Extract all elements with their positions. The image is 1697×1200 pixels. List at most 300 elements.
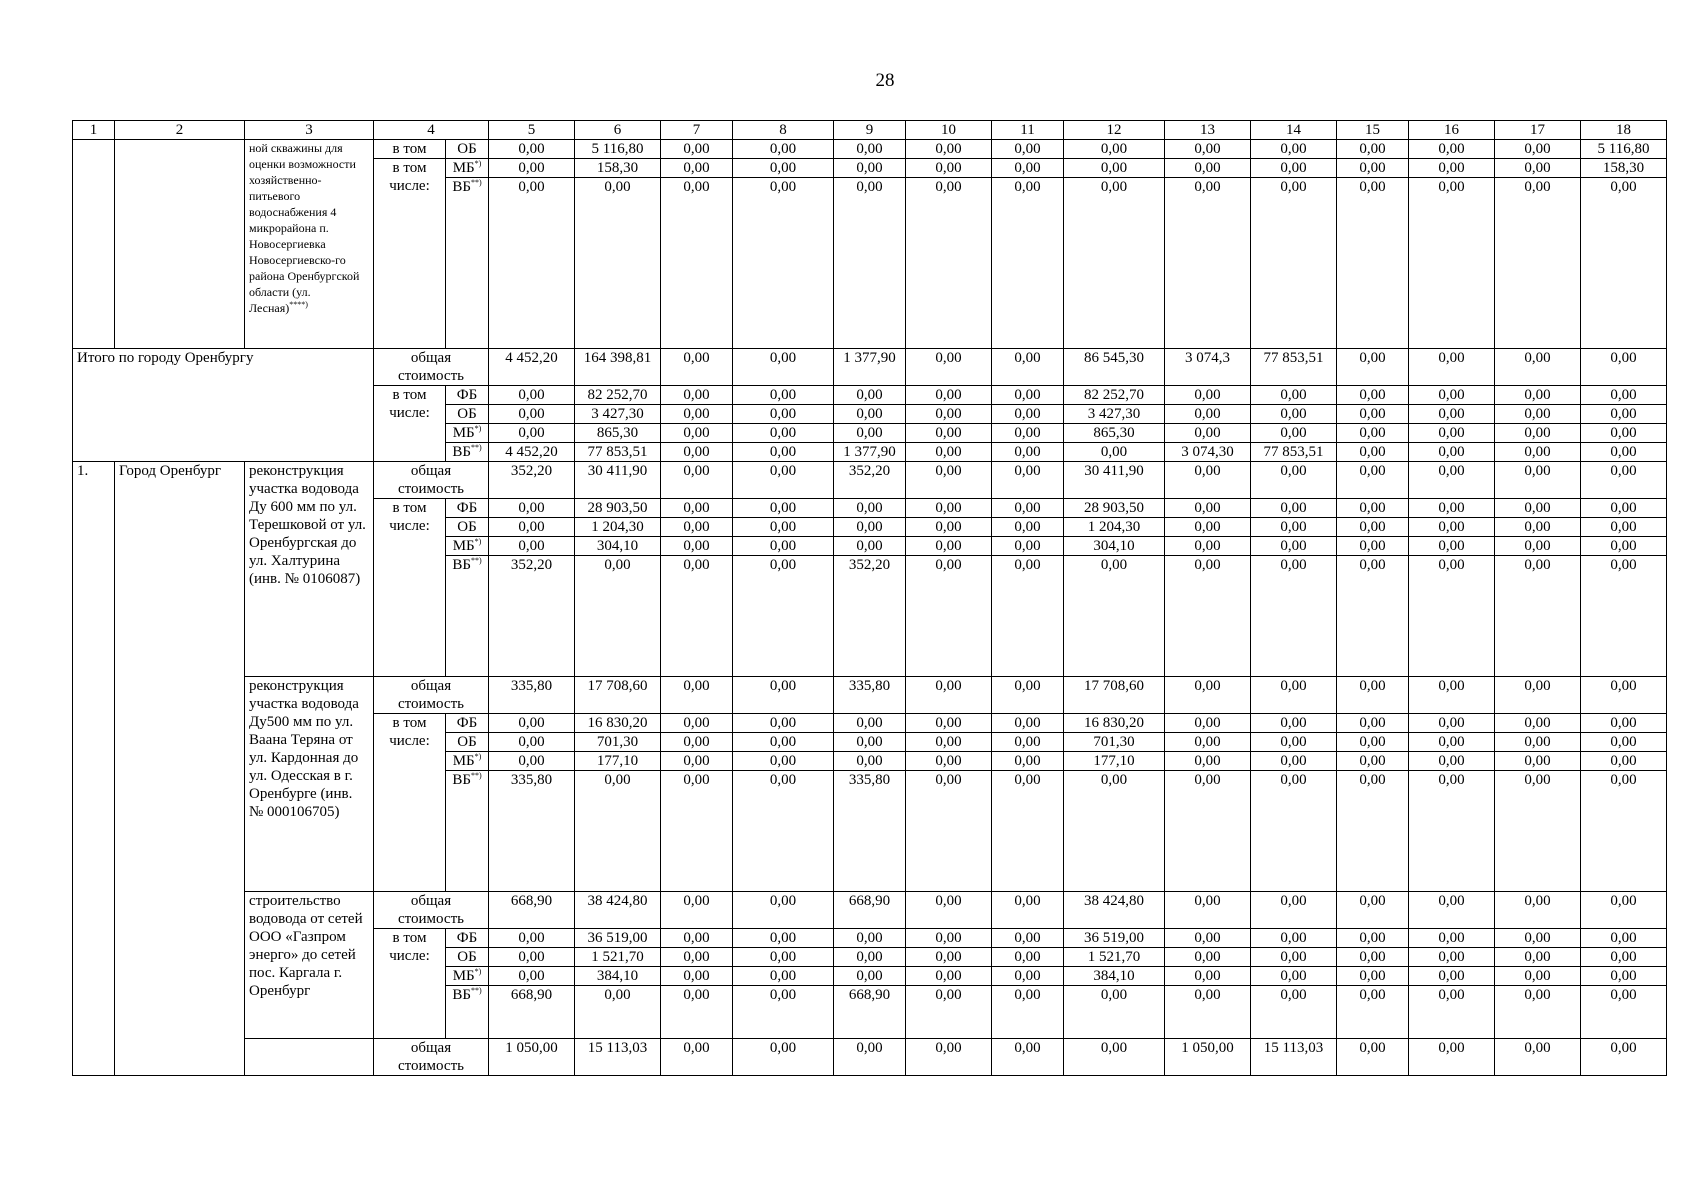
column-header-9: 9: [834, 121, 906, 140]
item-description: строительство водовода от сетей ООО «Газпром энерго» до сетей пос. Каргала г. Оренбург: [245, 892, 374, 1039]
value-cell-col-5: 335,80: [489, 677, 575, 714]
value-cell-col-16: 0,00: [1409, 349, 1495, 386]
column-header-row: [73, 121, 1667, 140]
value-cell-col-13: 0,00: [1165, 752, 1251, 771]
column-header-4: 4: [374, 121, 489, 140]
value-cell-col-10: 0,00: [906, 967, 992, 986]
value-cell-col-11: 0,00: [992, 771, 1064, 892]
value-cell-col-12: 28 903,50: [1064, 499, 1165, 518]
value-cell-col-9: 0,00: [834, 140, 906, 159]
value-cell-col-14: 0,00: [1251, 518, 1337, 537]
value-cell-col-8: 0,00: [733, 537, 834, 556]
value-cell-col-13: 0,00: [1165, 986, 1251, 1039]
value-cell-col-14: 77 853,51: [1251, 443, 1337, 462]
value-cell-col-6: 384,10: [575, 967, 661, 986]
value-cell-col-12: 3 427,30: [1064, 405, 1165, 424]
value-cell-col-14: 0,00: [1251, 405, 1337, 424]
value-cell-col-12: 0,00: [1064, 443, 1165, 462]
value-cell-col-14: 0,00: [1251, 752, 1337, 771]
value-cell-col-11: 0,00: [992, 140, 1064, 159]
value-cell-col-17: 0,00: [1495, 967, 1581, 986]
value-cell-col-12: 1 204,30: [1064, 518, 1165, 537]
value-cell-col-18: 0,00: [1581, 424, 1667, 443]
value-cell-col-12: 36 519,00: [1064, 929, 1165, 948]
value-cell-col-6: 77 853,51: [575, 443, 661, 462]
value-cell-col-18: 0,00: [1581, 948, 1667, 967]
value-cell-col-8: 0,00: [733, 986, 834, 1039]
value-cell-col-11: 0,00: [992, 537, 1064, 556]
total-cost-label: общая стоимость: [374, 892, 489, 929]
value-cell-col-17: 0,00: [1495, 349, 1581, 386]
value-cell-col-16: 0,00: [1409, 462, 1495, 499]
value-cell-col-6: 36 519,00: [575, 929, 661, 948]
value-cell-col-9: 0,00: [834, 537, 906, 556]
value-cell-col-9: 668,90: [834, 892, 906, 929]
value-cell-col-18: 0,00: [1581, 386, 1667, 405]
value-cell-col-10: 0,00: [906, 349, 992, 386]
section-number: 1.: [73, 462, 115, 1076]
value-cell-col-10: 0,00: [906, 752, 992, 771]
value-cell-col-7: 0,00: [661, 556, 733, 677]
value-cell-col-12: 0,00: [1064, 140, 1165, 159]
item-description: реконструкция участка водовода Ду 600 мм по ул. Терешковой от ул. Оренбургская до ул. Халтурина (инв. № 0106087): [245, 462, 374, 677]
value-cell-col-10: 0,00: [906, 714, 992, 733]
value-cell-col-7: 0,00: [661, 405, 733, 424]
value-cell-col-14: 0,00: [1251, 929, 1337, 948]
value-cell-col-8: 0,00: [733, 948, 834, 967]
value-cell-col-14: 0,00: [1251, 677, 1337, 714]
value-cell-col-5: 1 050,00: [489, 1039, 575, 1076]
value-cell-col-15: 0,00: [1337, 424, 1409, 443]
value-cell-col-12: 38 424,80: [1064, 892, 1165, 929]
value-cell-col-7: 0,00: [661, 140, 733, 159]
value-cell-col-10: 0,00: [906, 948, 992, 967]
value-cell-col-15: 0,00: [1337, 386, 1409, 405]
value-cell-col-8: 0,00: [733, 771, 834, 892]
value-cell-col-10: 0,00: [906, 556, 992, 677]
category-cell: ВБ**): [446, 443, 489, 462]
value-cell-col-13: 0,00: [1165, 424, 1251, 443]
value-cell-col-17: 0,00: [1495, 892, 1581, 929]
value-cell-col-16: 0,00: [1409, 986, 1495, 1039]
value-cell-col-8: 0,00: [733, 733, 834, 752]
value-cell-col-12: 1 521,70: [1064, 948, 1165, 967]
value-cell-col-9: 0,00: [834, 929, 906, 948]
value-cell-col-5: 4 452,20: [489, 443, 575, 462]
item-description: ной скважины для оценки возможности хозяйственно-питьевого водоснабжения 4 микрорайона п. Новосергиевка Новосергиевско-го района Оренбургской области (ул. Лесная)****): [245, 140, 374, 349]
value-cell-col-6: 0,00: [575, 556, 661, 677]
category-cell: ОБ: [446, 733, 489, 752]
value-cell-col-8: 0,00: [733, 929, 834, 948]
value-cell-col-14: 0,00: [1251, 714, 1337, 733]
value-cell-col-7: 0,00: [661, 386, 733, 405]
value-cell-col-8: 0,00: [733, 1039, 834, 1076]
value-cell-col-10: 0,00: [906, 537, 992, 556]
value-cell-col-16: 0,00: [1409, 752, 1495, 771]
value-cell-col-12: 16 830,20: [1064, 714, 1165, 733]
value-cell-col-13: 3 074,3: [1165, 349, 1251, 386]
value-cell-col-9: 352,20: [834, 462, 906, 499]
value-cell-col-16: 0,00: [1409, 386, 1495, 405]
value-cell-col-6: 16 830,20: [575, 714, 661, 733]
section-city: Город Оренбург: [115, 462, 245, 1076]
value-cell-col-17: 0,00: [1495, 405, 1581, 424]
value-cell-col-13: 0,00: [1165, 714, 1251, 733]
value-cell-col-10: 0,00: [906, 929, 992, 948]
value-cell-col-16: 0,00: [1409, 405, 1495, 424]
value-cell-col-14: 0,00: [1251, 386, 1337, 405]
value-cell-col-18: 5 116,80: [1581, 140, 1667, 159]
value-cell-col-15: 0,00: [1337, 1039, 1409, 1076]
value-cell-col-7: 0,00: [661, 443, 733, 462]
value-cell-col-16: 0,00: [1409, 518, 1495, 537]
value-cell-col-13: 0,00: [1165, 178, 1251, 349]
item-total-row: [73, 892, 1667, 929]
value-cell-col-7: 0,00: [661, 424, 733, 443]
value-cell-col-10: 0,00: [906, 733, 992, 752]
value-cell-col-11: 0,00: [992, 556, 1064, 677]
category-cell: МБ*): [446, 537, 489, 556]
value-cell-col-5: 0,00: [489, 948, 575, 967]
value-cell-col-10: 0,00: [906, 178, 992, 349]
value-cell-col-8: 0,00: [733, 967, 834, 986]
value-cell-col-10: 0,00: [906, 499, 992, 518]
value-cell-col-9: 1 377,90: [834, 443, 906, 462]
value-cell-col-13: 0,00: [1165, 771, 1251, 892]
value-cell-col-14: 0,00: [1251, 159, 1337, 178]
value-cell-col-17: 0,00: [1495, 140, 1581, 159]
value-cell-col-12: 384,10: [1064, 967, 1165, 986]
value-cell-col-10: 0,00: [906, 986, 992, 1039]
category-cell: МБ*): [446, 967, 489, 986]
value-cell-col-5: 668,90: [489, 892, 575, 929]
value-cell-col-12: 304,10: [1064, 537, 1165, 556]
value-cell-col-17: 0,00: [1495, 178, 1581, 349]
value-cell-col-17: 0,00: [1495, 537, 1581, 556]
value-cell-col-9: 335,80: [834, 677, 906, 714]
value-cell-col-10: 0,00: [906, 518, 992, 537]
value-cell-col-15: 0,00: [1337, 967, 1409, 986]
value-cell-col-18: 0,00: [1581, 892, 1667, 929]
value-cell-col-15: 0,00: [1337, 499, 1409, 518]
column-header-6: 6: [575, 121, 661, 140]
value-cell-col-13: 0,00: [1165, 948, 1251, 967]
category-cell: ОБ: [446, 405, 489, 424]
value-cell-col-7: 0,00: [661, 518, 733, 537]
value-cell-col-11: 0,00: [992, 733, 1064, 752]
value-cell-col-8: 0,00: [733, 677, 834, 714]
value-cell-col-15: 0,00: [1337, 892, 1409, 929]
value-cell-col-17: 0,00: [1495, 771, 1581, 892]
including-label: в том числе:: [374, 714, 446, 892]
value-cell-col-6: 17 708,60: [575, 677, 661, 714]
value-cell-col-13: 3 074,30: [1165, 443, 1251, 462]
value-cell-col-17: 0,00: [1495, 677, 1581, 714]
value-cell-col-18: 0,00: [1581, 714, 1667, 733]
value-cell-col-17: 0,00: [1495, 948, 1581, 967]
city-cell: [115, 140, 245, 349]
value-cell-col-7: 0,00: [661, 714, 733, 733]
value-cell-col-10: 0,00: [906, 386, 992, 405]
total-cost-label: общая стоимость: [374, 462, 489, 499]
value-cell-col-12: 865,30: [1064, 424, 1165, 443]
number-cell: [73, 140, 115, 349]
value-cell-col-12: 0,00: [1064, 771, 1165, 892]
value-cell-col-17: 0,00: [1495, 462, 1581, 499]
total-row: [73, 349, 1667, 386]
table-row: [73, 140, 1667, 159]
value-cell-col-9: 668,90: [834, 986, 906, 1039]
item-description: реконструкция участка водовода Ду500 мм по ул. Ваана Теряна от ул. Кардонная до ул. Одесская в г. Оренбурге (инв. № 000106705): [245, 677, 374, 892]
value-cell-col-18: 0,00: [1581, 443, 1667, 462]
value-cell-col-9: 0,00: [834, 948, 906, 967]
value-cell-col-5: 0,00: [489, 386, 575, 405]
including-label: в том числе:: [374, 929, 446, 1039]
value-cell-col-14: 0,00: [1251, 537, 1337, 556]
category-cell: МБ*): [446, 424, 489, 443]
category-cell: МБ*): [446, 159, 489, 178]
value-cell-col-9: 0,00: [834, 499, 906, 518]
value-cell-col-11: 0,00: [992, 159, 1064, 178]
value-cell-col-17: 0,00: [1495, 499, 1581, 518]
value-cell-col-8: 0,00: [733, 178, 834, 349]
value-cell-col-12: 86 545,30: [1064, 349, 1165, 386]
value-cell-col-13: 0,00: [1165, 518, 1251, 537]
value-cell-col-11: 0,00: [992, 677, 1064, 714]
value-cell-col-9: 0,00: [834, 178, 906, 349]
value-cell-col-6: 1 521,70: [575, 948, 661, 967]
value-cell-col-5: 352,20: [489, 556, 575, 677]
column-header-2: 2: [115, 121, 245, 140]
value-cell-col-8: 0,00: [733, 556, 834, 677]
value-cell-col-7: 0,00: [661, 771, 733, 892]
value-cell-col-18: 0,00: [1581, 677, 1667, 714]
value-cell-col-6: 5 116,80: [575, 140, 661, 159]
value-cell-col-11: 0,00: [992, 929, 1064, 948]
value-cell-col-15: 0,00: [1337, 159, 1409, 178]
value-cell-col-11: 0,00: [992, 349, 1064, 386]
value-cell-col-15: 0,00: [1337, 178, 1409, 349]
value-cell-col-9: 0,00: [834, 1039, 906, 1076]
value-cell-col-16: 0,00: [1409, 733, 1495, 752]
value-cell-col-6: 1 204,30: [575, 518, 661, 537]
page-number: 28: [875, 70, 895, 91]
value-cell-col-13: 0,00: [1165, 499, 1251, 518]
value-cell-col-18: 0,00: [1581, 967, 1667, 986]
value-cell-col-14: 0,00: [1251, 771, 1337, 892]
value-cell-col-13: 0,00: [1165, 159, 1251, 178]
value-cell-col-5: 352,20: [489, 462, 575, 499]
value-cell-col-8: 0,00: [733, 714, 834, 733]
value-cell-col-16: 0,00: [1409, 929, 1495, 948]
value-cell-col-14: 0,00: [1251, 178, 1337, 349]
total-label: Итого по городу Оренбургу: [73, 349, 374, 462]
value-cell-col-15: 0,00: [1337, 948, 1409, 967]
value-cell-col-12: 177,10: [1064, 752, 1165, 771]
category-cell: ФБ: [446, 499, 489, 518]
value-cell-col-18: 0,00: [1581, 499, 1667, 518]
value-cell-col-18: 0,00: [1581, 929, 1667, 948]
column-header-16: 16: [1409, 121, 1495, 140]
value-cell-col-15: 0,00: [1337, 733, 1409, 752]
value-cell-col-16: 0,00: [1409, 892, 1495, 929]
value-cell-col-6: 82 252,70: [575, 386, 661, 405]
value-cell-col-12: 0,00: [1064, 159, 1165, 178]
value-cell-col-15: 0,00: [1337, 714, 1409, 733]
value-cell-col-7: 0,00: [661, 537, 733, 556]
value-cell-col-13: 0,00: [1165, 733, 1251, 752]
value-cell-col-16: 0,00: [1409, 537, 1495, 556]
category-cell: ОБ: [446, 140, 489, 159]
value-cell-col-15: 0,00: [1337, 752, 1409, 771]
value-cell-col-8: 0,00: [733, 349, 834, 386]
value-cell-col-12: 17 708,60: [1064, 677, 1165, 714]
value-cell-col-11: 0,00: [992, 986, 1064, 1039]
value-cell-col-16: 0,00: [1409, 443, 1495, 462]
value-cell-col-13: 0,00: [1165, 892, 1251, 929]
value-cell-col-10: 0,00: [906, 443, 992, 462]
value-cell-col-12: 0,00: [1064, 178, 1165, 349]
value-cell-col-15: 0,00: [1337, 677, 1409, 714]
value-cell-col-16: 0,00: [1409, 140, 1495, 159]
value-cell-col-9: 0,00: [834, 733, 906, 752]
value-cell-col-15: 0,00: [1337, 986, 1409, 1039]
value-cell-col-5: 0,00: [489, 537, 575, 556]
value-cell-col-7: 0,00: [661, 677, 733, 714]
item-total-row: [73, 1039, 1667, 1076]
value-cell-col-15: 0,00: [1337, 140, 1409, 159]
column-header-8: 8: [733, 121, 834, 140]
value-cell-col-6: 0,00: [575, 771, 661, 892]
value-cell-col-7: 0,00: [661, 159, 733, 178]
value-cell-col-9: 0,00: [834, 405, 906, 424]
value-cell-col-12: 0,00: [1064, 1039, 1165, 1076]
category-cell: ФБ: [446, 714, 489, 733]
value-cell-col-7: 0,00: [661, 499, 733, 518]
column-header-14: 14: [1251, 121, 1337, 140]
value-cell-col-7: 0,00: [661, 967, 733, 986]
value-cell-col-17: 0,00: [1495, 518, 1581, 537]
value-cell-col-17: 0,00: [1495, 733, 1581, 752]
value-cell-col-7: 0,00: [661, 929, 733, 948]
value-cell-col-17: 0,00: [1495, 1039, 1581, 1076]
column-header-1: 1: [73, 121, 115, 140]
value-cell-col-14: 0,00: [1251, 948, 1337, 967]
value-cell-col-5: 0,00: [489, 159, 575, 178]
value-cell-col-11: 0,00: [992, 948, 1064, 967]
value-cell-col-6: 28 903,50: [575, 499, 661, 518]
including-label: в том числе:: [374, 386, 446, 462]
value-cell-col-14: 0,00: [1251, 462, 1337, 499]
value-cell-col-8: 0,00: [733, 140, 834, 159]
value-cell-col-9: 335,80: [834, 771, 906, 892]
value-cell-col-15: 0,00: [1337, 929, 1409, 948]
value-cell-col-18: 0,00: [1581, 462, 1667, 499]
value-cell-col-16: 0,00: [1409, 948, 1495, 967]
value-cell-col-6: 0,00: [575, 986, 661, 1039]
column-header-5: 5: [489, 121, 575, 140]
value-cell-col-11: 0,00: [992, 1039, 1064, 1076]
value-cell-col-6: 158,30: [575, 159, 661, 178]
value-cell-col-15: 0,00: [1337, 556, 1409, 677]
value-cell-col-16: 0,00: [1409, 771, 1495, 892]
value-cell-col-5: 0,00: [489, 967, 575, 986]
value-cell-col-13: 0,00: [1165, 140, 1251, 159]
value-cell-col-17: 0,00: [1495, 986, 1581, 1039]
value-cell-col-15: 0,00: [1337, 443, 1409, 462]
value-cell-col-6: 0,00: [575, 178, 661, 349]
value-cell-col-10: 0,00: [906, 892, 992, 929]
value-cell-col-11: 0,00: [992, 405, 1064, 424]
value-cell-col-12: 701,30: [1064, 733, 1165, 752]
value-cell-col-17: 0,00: [1495, 714, 1581, 733]
value-cell-col-11: 0,00: [992, 462, 1064, 499]
value-cell-col-16: 0,00: [1409, 1039, 1495, 1076]
value-cell-col-8: 0,00: [733, 892, 834, 929]
value-cell-col-16: 0,00: [1409, 556, 1495, 677]
value-cell-col-18: 0,00: [1581, 405, 1667, 424]
value-cell-col-15: 0,00: [1337, 349, 1409, 386]
value-cell-col-10: 0,00: [906, 1039, 992, 1076]
value-cell-col-5: 0,00: [489, 405, 575, 424]
value-cell-col-7: 0,00: [661, 986, 733, 1039]
value-cell-col-5: 0,00: [489, 752, 575, 771]
category-cell: ВБ**): [446, 771, 489, 892]
value-cell-col-18: 158,30: [1581, 159, 1667, 178]
value-cell-col-13: 0,00: [1165, 462, 1251, 499]
value-cell-col-5: 668,90: [489, 986, 575, 1039]
value-cell-col-13: 0,00: [1165, 556, 1251, 677]
value-cell-col-18: 0,00: [1581, 733, 1667, 752]
value-cell-col-11: 0,00: [992, 967, 1064, 986]
value-cell-col-8: 0,00: [733, 159, 834, 178]
value-cell-col-13: 0,00: [1165, 677, 1251, 714]
total-cost-label: общая стоимость: [374, 677, 489, 714]
category-cell: ВБ**): [446, 178, 489, 349]
column-header-10: 10: [906, 121, 992, 140]
value-cell-col-9: 0,00: [834, 159, 906, 178]
value-cell-col-13: 1 050,00: [1165, 1039, 1251, 1076]
item-total-row: [73, 462, 1667, 499]
value-cell-col-14: 0,00: [1251, 967, 1337, 986]
value-cell-col-14: 0,00: [1251, 733, 1337, 752]
value-cell-col-10: 0,00: [906, 462, 992, 499]
value-cell-col-10: 0,00: [906, 424, 992, 443]
including-label: в том числе:: [374, 159, 446, 349]
value-cell-col-11: 0,00: [992, 499, 1064, 518]
category-cell: МБ*): [446, 752, 489, 771]
value-cell-col-16: 0,00: [1409, 178, 1495, 349]
value-cell-col-11: 0,00: [992, 752, 1064, 771]
value-cell-col-9: 0,00: [834, 518, 906, 537]
value-cell-col-16: 0,00: [1409, 424, 1495, 443]
value-cell-col-18: 0,00: [1581, 537, 1667, 556]
including-label-top: в том: [374, 140, 446, 159]
category-cell: ОБ: [446, 518, 489, 537]
value-cell-col-13: 0,00: [1165, 405, 1251, 424]
value-cell-col-17: 0,00: [1495, 443, 1581, 462]
value-cell-col-18: 0,00: [1581, 556, 1667, 677]
value-cell-col-5: 0,00: [489, 733, 575, 752]
value-cell-col-8: 0,00: [733, 405, 834, 424]
value-cell-col-7: 0,00: [661, 752, 733, 771]
column-header-17: 17: [1495, 121, 1581, 140]
value-cell-col-12: 0,00: [1064, 986, 1165, 1039]
total-cost-label: общая стоимость: [374, 1039, 489, 1076]
value-cell-col-10: 0,00: [906, 771, 992, 892]
category-cell: ФБ: [446, 386, 489, 405]
value-cell-col-11: 0,00: [992, 178, 1064, 349]
